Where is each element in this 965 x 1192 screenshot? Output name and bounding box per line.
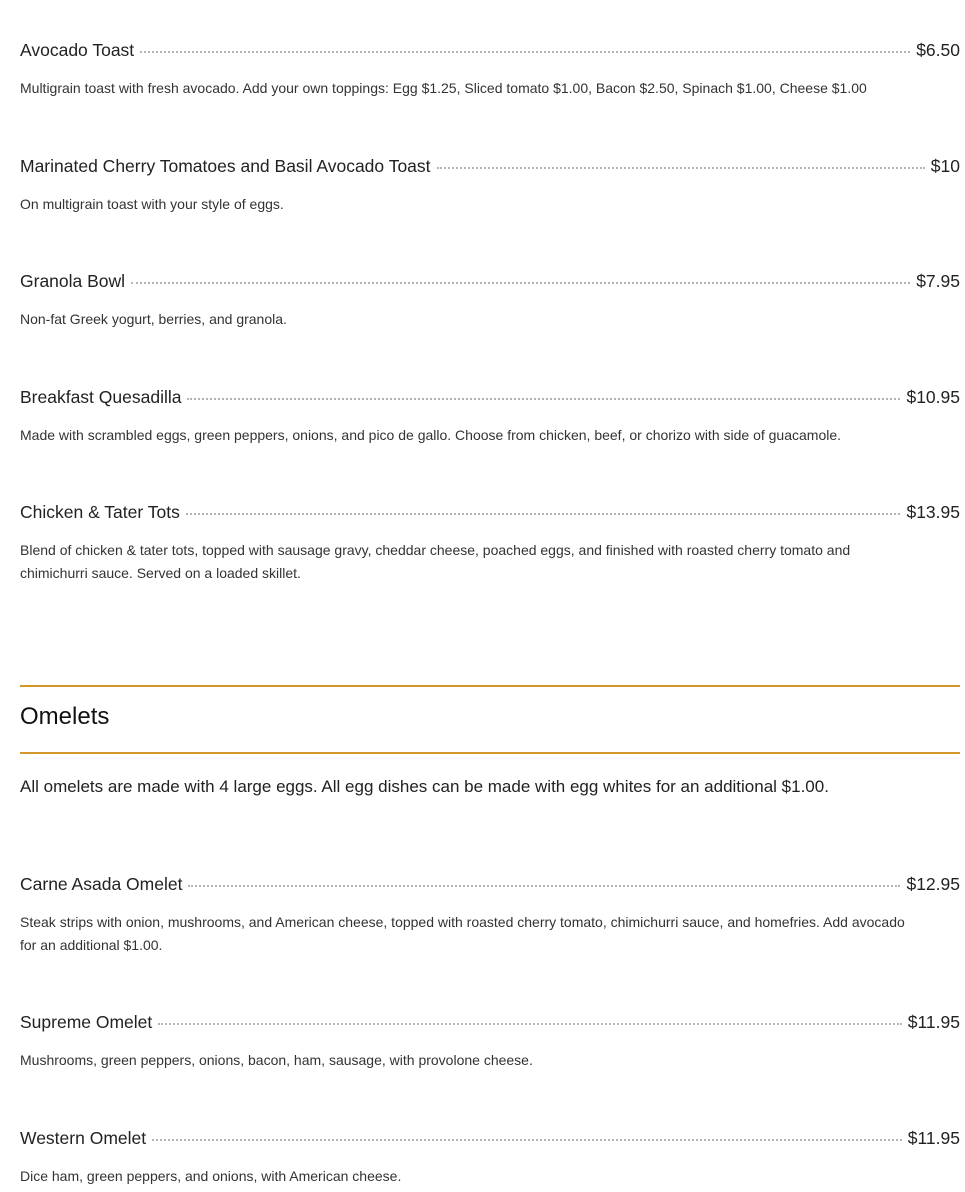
menu-item-avocado-toast [20, 40, 960, 100]
menu-item-description: Non-fat Greek yogurt, berries, and granola. [20, 311, 287, 327]
menu-item-header [20, 271, 960, 295]
menu-item-price: $11.95 [907, 1128, 960, 1148]
menu-item-supreme-omelet [20, 1012, 960, 1072]
menu-item-description: Dice ham, green peppers, and onions, with American cheese. [20, 1168, 402, 1184]
menu-item-price: $10 [930, 156, 960, 176]
dot-leader [187, 398, 900, 400]
menu-item-price: $11.95 [907, 1012, 960, 1032]
dot-leader [131, 282, 910, 284]
menu-item-cherry-tomato-avocado-toast [20, 156, 960, 216]
menu-item-header [20, 1012, 960, 1036]
menu-item-header [20, 1128, 960, 1152]
section-intro: All omelets are made with 4 large eggs. All egg dishes can be made with egg whites for an additional $1.00. [20, 777, 829, 796]
menu-item-name: Granola Bowl [20, 271, 126, 291]
dot-leader [437, 167, 925, 169]
menu-item-price: $10.95 [906, 387, 960, 407]
section-divider-bottom [20, 752, 960, 754]
menu-item-price: $12.95 [906, 874, 960, 894]
menu-item-header [20, 387, 960, 411]
menu-item-name: Breakfast Quesadilla [20, 387, 182, 407]
dot-leader [186, 513, 901, 515]
menu-item-header [20, 40, 960, 64]
section-divider-top [20, 685, 960, 687]
menu-item-price: $6.50 [916, 40, 960, 60]
menu-item-price: $13.95 [906, 502, 960, 522]
dot-leader [158, 1023, 901, 1025]
menu-item-description: On multigrain toast with your style of eggs. [20, 196, 284, 212]
menu-item-breakfast-quesadilla [20, 387, 960, 447]
menu-item-name: Chicken & Tater Tots [20, 502, 180, 522]
menu-item-description: Made with scrambled eggs, green peppers, onions, and pico de gallo. Choose from chicken, beef, or chorizo with side of guacamole. [20, 427, 842, 443]
menu-item-description: Mushrooms, green peppers, onions, bacon, ham, sausage, with provolone cheese. [20, 1052, 533, 1068]
menu-item-name: Marinated Cherry Tomatoes and Basil Avocado Toast [20, 156, 431, 176]
menu-item-carne-asada-omelet [20, 874, 960, 957]
menu-item-header [20, 874, 960, 898]
menu-item-header [20, 156, 960, 180]
menu-item-chicken-tater-tots [20, 502, 960, 585]
menu-item-description: Blend of chicken & tater tots, topped with sausage gravy, cheddar cheese, poached eggs, and finished with roasted cherry tomato and chimichurri sauce. Served on a loaded skillet. [20, 542, 851, 581]
menu-item-price: $7.95 [916, 271, 960, 291]
dot-leader [152, 1139, 902, 1141]
section-title: Omelets [20, 703, 110, 730]
menu-item-granola-bowl [20, 271, 960, 331]
dot-leader [140, 51, 910, 53]
menu-item-description: Steak strips with onion, mushrooms, and American cheese, topped with roasted cherry tomato, chimichurri sauce, and homefries. Add avocado for an additional $1.00. [20, 914, 905, 953]
menu-item-header [20, 502, 960, 526]
dot-leader [188, 885, 900, 887]
menu-item-name: Avocado Toast [20, 40, 135, 60]
menu-item-name: Supreme Omelet [20, 1012, 153, 1032]
menu-item-western-omelet [20, 1128, 960, 1188]
menu-item-description: Multigrain toast with fresh avocado. Add your own toppings: Egg $1.25, Sliced tomato $1.00, Bacon $2.50, Spinach $1.00, Cheese $1.00 [20, 80, 867, 96]
menu-item-name: Carne Asada Omelet [20, 874, 183, 894]
menu-item-name: Western Omelet [20, 1128, 147, 1148]
